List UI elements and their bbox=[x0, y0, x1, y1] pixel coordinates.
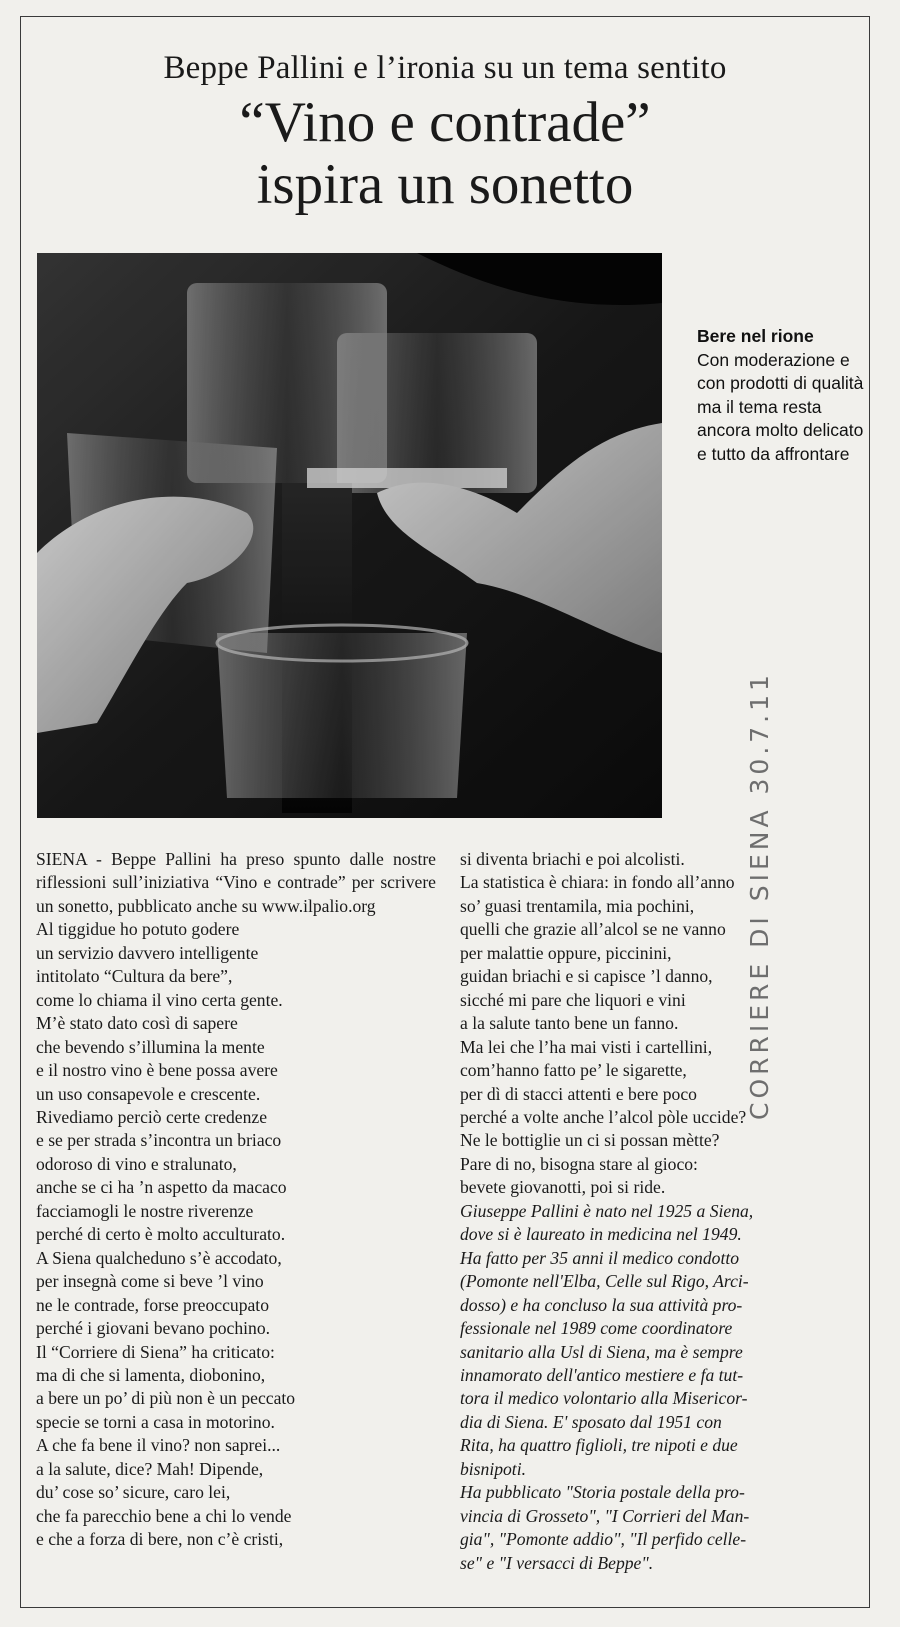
poem-line: Ne le bottiglie un ci si possan mètte? bbox=[460, 1130, 720, 1151]
bio-line: Ha fatto per 35 anni il medico condotto bbox=[460, 1247, 740, 1268]
poem-line: e se per strada s’incontra un briaco bbox=[36, 1130, 282, 1151]
poem-line: du’ cose so’ sicure, caro lei, bbox=[36, 1482, 231, 1503]
bio-line: dove si è laureato in medicina nel 1949. bbox=[460, 1224, 742, 1245]
poem-line: perché i giovani bevano pochino. bbox=[36, 1318, 271, 1339]
poem-line: quelli che grazie all’alcol se ne vanno bbox=[460, 919, 726, 940]
article-kicker: Beppe Pallini e l’ironia su un tema sentito bbox=[163, 50, 727, 86]
poem-line: a bere un po’ di più non è un peccato bbox=[36, 1388, 296, 1409]
wine-glasses-illustration bbox=[37, 253, 662, 818]
headline-line-2: ispira un sonetto bbox=[256, 153, 634, 216]
poem-line: Pare di no, bisogna stare al gioco: bbox=[460, 1153, 698, 1174]
poem-line: A Siena qualcheduno s’è accodato, bbox=[36, 1247, 282, 1268]
poem-line: so’ guasi trentamila, mia pochini, bbox=[460, 895, 695, 916]
toast-photo bbox=[37, 253, 662, 818]
photo-caption bbox=[697, 325, 867, 466]
poem-line: un uso consapevole e crescente. bbox=[36, 1083, 261, 1104]
article-headline bbox=[20, 92, 870, 216]
poem-line: com’hanno fatto pe’ le sigarette, bbox=[460, 1060, 687, 1081]
poem-line: guidan briachi e si capisce ’l danno, bbox=[460, 966, 713, 987]
bio-line: fessionale nel 1989 come coordinatore bbox=[460, 1318, 733, 1339]
poem-line: A che fa bene il vino? non saprei... bbox=[36, 1435, 281, 1456]
poem-line: ne le contrade, forse preoccupato bbox=[36, 1294, 269, 1315]
poem-line: specie se torni a casa in motorino. bbox=[36, 1411, 275, 1432]
poem-line: per dì di stacci attenti e bere poco bbox=[460, 1083, 697, 1104]
poem-line: a la salute, dice? Mah! Dipende, bbox=[36, 1458, 264, 1479]
author-bio bbox=[460, 1200, 865, 1575]
poem-line: a la salute tanto bene un fanno. bbox=[460, 1013, 679, 1034]
dateline: SIENA bbox=[36, 849, 87, 869]
bio-line: dosso) e ha concluso la sua attività pro- bbox=[460, 1294, 743, 1315]
poem-line: Ma lei che l’ha mai visti i cartellini, bbox=[460, 1036, 713, 1057]
poem-line: ma di che si lamenta, diobonino, bbox=[36, 1364, 266, 1385]
bio-line: dia di Siena. E' sposato dal 1951 con bbox=[460, 1411, 722, 1432]
poem-line: perché di certo è molto acculturato. bbox=[36, 1224, 286, 1245]
poem-right bbox=[460, 848, 865, 1200]
poem-line: che fa parecchio bene a chi lo vende bbox=[36, 1505, 292, 1526]
headline-line-1: “Vino e contrade” bbox=[239, 91, 651, 154]
caption-title: Bere nel rione bbox=[697, 326, 814, 346]
handwritten-note: CORRIERE DI SIENA 30.7.11 bbox=[745, 671, 774, 1120]
bio-line: vincia di Grosseto", "I Corrieri del Man- bbox=[460, 1505, 750, 1526]
poem-left bbox=[36, 918, 436, 1551]
bio-line: Rita, ha quattro figlioli, tre nipoti e due bbox=[460, 1435, 738, 1456]
poem-line: Il “Corriere di Siena” ha criticato: bbox=[36, 1341, 275, 1362]
bio-line: se" e "I versacci di Beppe". bbox=[460, 1552, 654, 1573]
caption-text: Con moderazione e con prodotti di qualità ma il tema resta ancora molto delicato e tutto da affrontare bbox=[697, 349, 864, 464]
poem-line: come lo chiama il vino certa gente. bbox=[36, 989, 283, 1010]
bio-line: gia", "Pomonte addio", "Il perfido celle- bbox=[460, 1529, 747, 1550]
poem-line: Rivediamo perciò certe credenze bbox=[36, 1106, 268, 1127]
poem-line: La statistica è chiara: in fondo all’anno bbox=[460, 872, 735, 893]
bio-line: tora il medico volontario alla Misericor- bbox=[460, 1388, 748, 1409]
bio-line: bisnipoti. bbox=[460, 1458, 526, 1479]
poem-line: bevete giovanotti, poi si ride. bbox=[460, 1177, 666, 1198]
article-column-right bbox=[460, 848, 865, 1575]
poem-line: sicché mi pare che liquori e vini bbox=[460, 989, 686, 1010]
poem-line: che bevendo s’illumina la mente bbox=[36, 1036, 265, 1057]
poem-line: anche se ci ha ’n aspetto da macaco bbox=[36, 1177, 287, 1198]
poem-line: per malattie oppure, piccinini, bbox=[460, 942, 672, 963]
bio-line: innamorato dell'antico mestiere e fa tut- bbox=[460, 1364, 744, 1385]
poem-line: odoroso di vino e stralunato, bbox=[36, 1153, 237, 1174]
bio-line: Ha pubblicato "Storia postale della pro- bbox=[460, 1482, 745, 1503]
poem-line: e il nostro vino è bene possa avere bbox=[36, 1060, 278, 1081]
poem-line: perché a volte anche l’alcol pòle uccide? bbox=[460, 1106, 747, 1127]
bio-line: Giuseppe Pallini è nato nel 1925 a Siena, bbox=[460, 1200, 754, 1221]
bio-line: sanitario alla Usl di Siena, ma è sempre bbox=[460, 1341, 743, 1362]
poem-line: e che a forza di bere, non c’è cristi, bbox=[36, 1529, 284, 1550]
poem-line: M’è stato dato così di sapere bbox=[36, 1013, 238, 1034]
bio-line: (Pomonte nell'Elba, Celle sul Rigo, Arci- bbox=[460, 1271, 749, 1292]
poem-line: si diventa briachi e poi alcolisti. bbox=[460, 849, 685, 869]
poem-line: per insegnà come si beve ’l vino bbox=[36, 1271, 264, 1292]
article-intro bbox=[36, 848, 436, 918]
poem-line: facciamogli le nostre riverenze bbox=[36, 1200, 254, 1221]
poem-line: Al tiggidue ho potuto godere bbox=[36, 919, 240, 940]
intro-text: - Beppe Pallini ha preso spunto dalle nostre riflessioni sull’iniziativa “Vino e contrade” per scrivere un sonetto, pubblicato anche su www.ilpalio.org bbox=[36, 849, 436, 916]
poem-line: un servizio davvero intelligente bbox=[36, 942, 259, 963]
article-column-left bbox=[36, 848, 436, 1552]
poem-line: intitolato “Cultura da bere”, bbox=[36, 966, 233, 987]
